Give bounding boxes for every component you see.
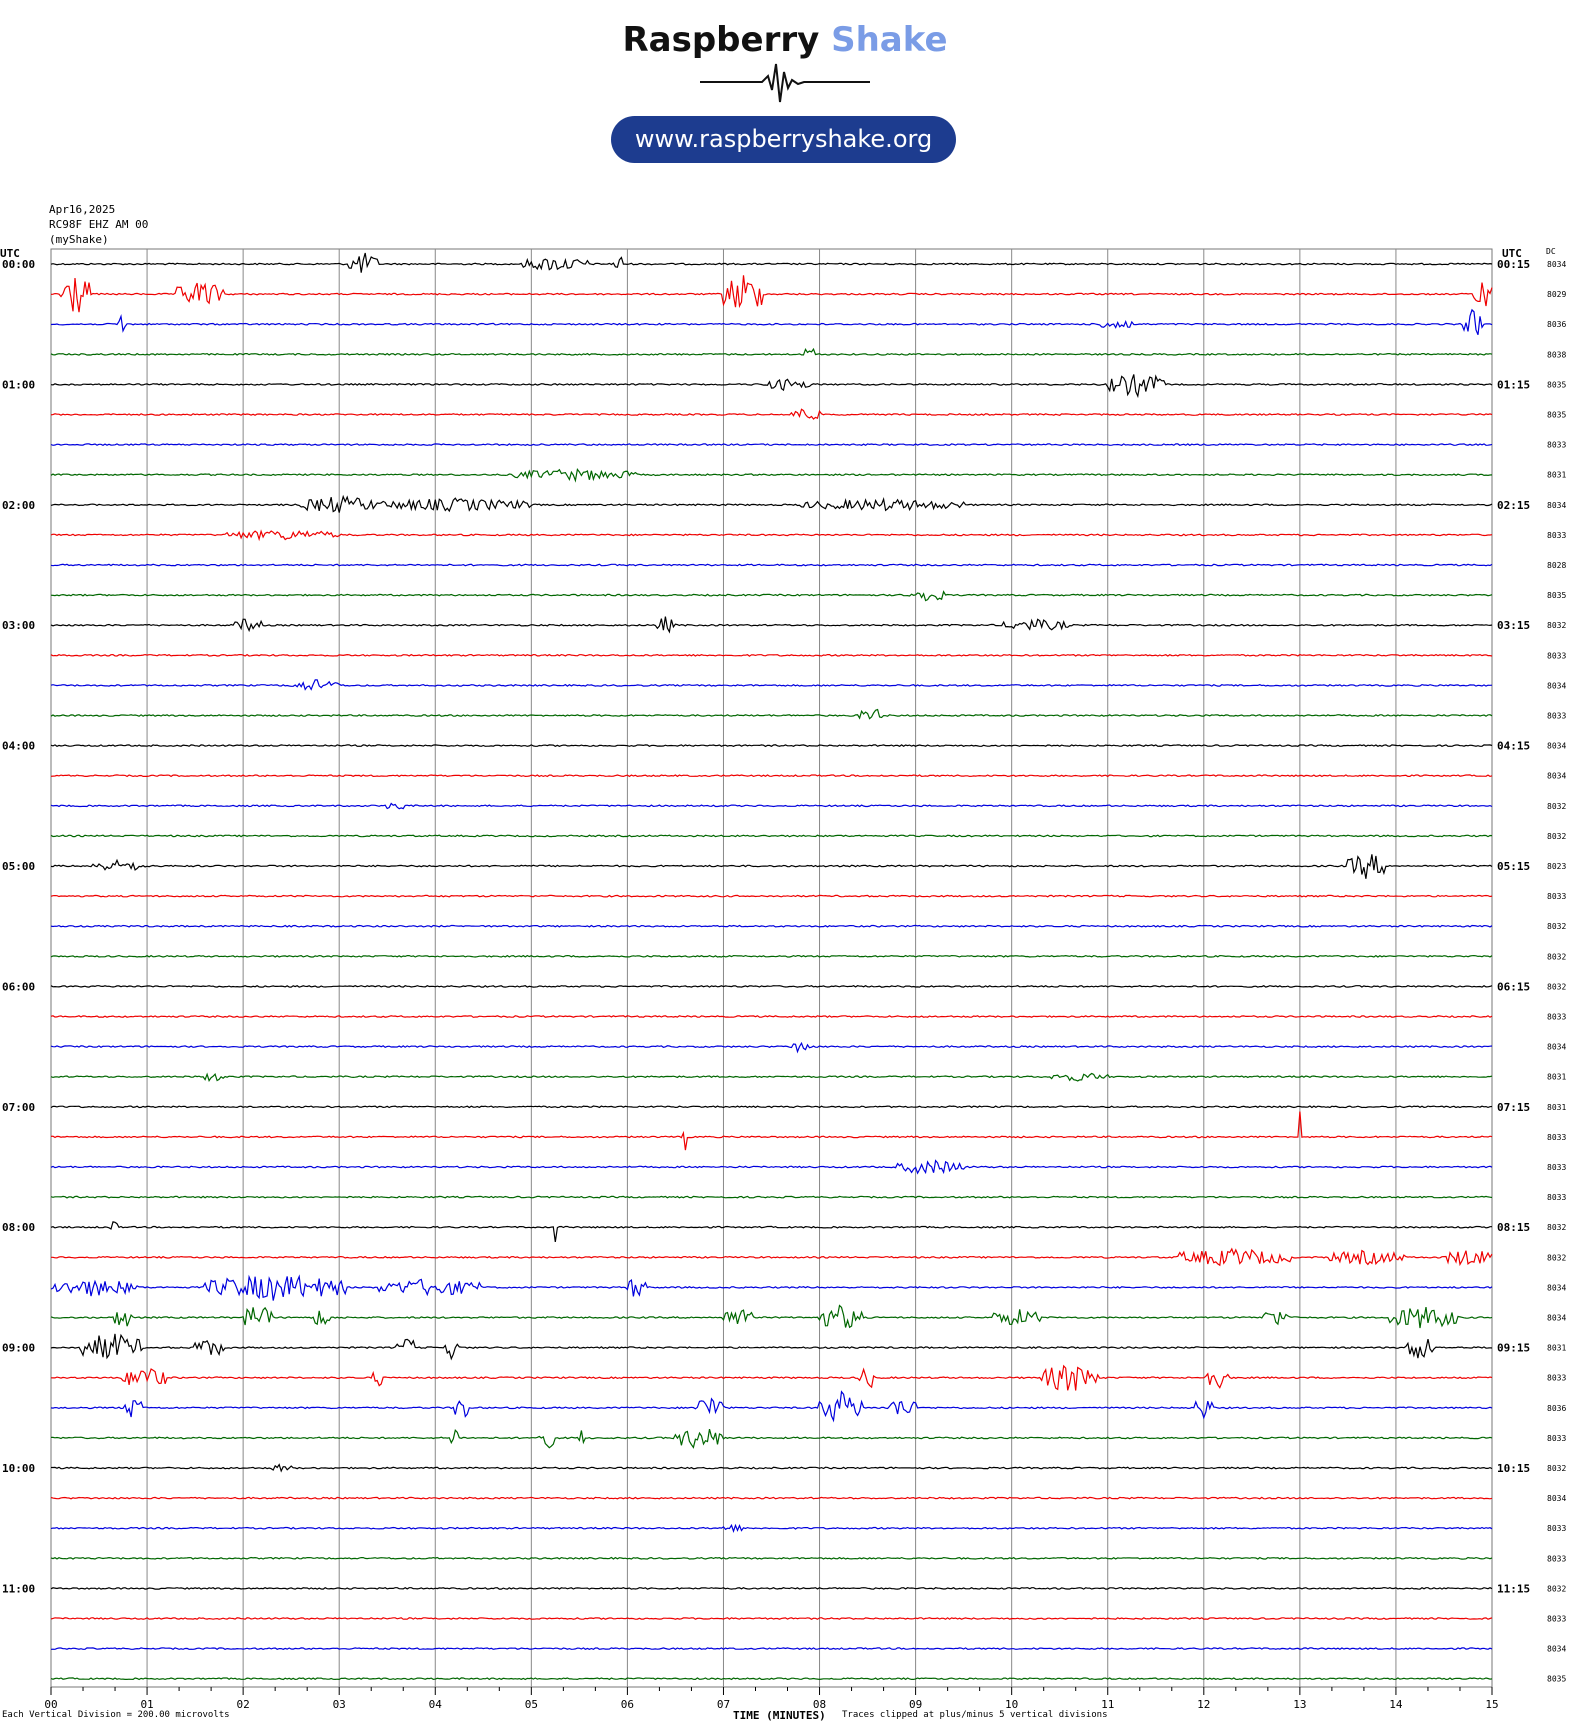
seismic-trace: [51, 1525, 1492, 1531]
dc-offset-value: 8032: [1547, 1253, 1567, 1263]
dc-offset-value: 8034: [1547, 741, 1567, 751]
dc-offset-value: 8023: [1547, 862, 1567, 871]
dc-offset-value: 8036: [1547, 1403, 1567, 1413]
clip-note: Traces clipped at plus/minus 5 vertical divisions: [842, 1710, 1108, 1720]
seismic-trace: [51, 835, 1492, 837]
seismic-trace: [51, 497, 1492, 513]
dc-offset-value: 8035: [1547, 380, 1567, 390]
x-axis-label: TIME (MINUTES): [733, 1709, 826, 1722]
x-tick-label: 14: [1389, 1698, 1403, 1711]
seismic-trace: [51, 1106, 1492, 1108]
dc-offset-value: 8033: [1547, 440, 1567, 450]
row-time-label-left: 07:00: [2, 1100, 36, 1114]
seismic-trace: [51, 775, 1492, 777]
scale-note: Each Vertical Division = 200.00 microvolts: [2, 1710, 230, 1720]
row-time-label-left: 05:00: [2, 860, 36, 873]
x-tick-label: 02: [236, 1698, 250, 1711]
dc-offset-value: 8034: [1547, 771, 1567, 781]
dc-offset-value: 8034: [1547, 1042, 1567, 1052]
row-time-label-left: 02:00: [2, 498, 36, 512]
dc-offset-value: 8033: [1547, 892, 1567, 902]
seismic-trace: [51, 1249, 1492, 1265]
dc-offset-value: 8033: [1547, 1524, 1567, 1534]
dc-offset-value: 8032: [1547, 982, 1567, 992]
x-tick-label: 00: [44, 1698, 58, 1711]
seismic-trace: [51, 592, 1492, 601]
x-tick-label: 06: [620, 1698, 635, 1711]
dc-offset-value: 8031: [1547, 1072, 1567, 1082]
row-time-label-left: 06:00: [2, 980, 36, 994]
seismic-trace: [51, 956, 1492, 958]
row-time-label-left: 03:00: [2, 619, 36, 633]
dc-offset-value: 8038: [1547, 350, 1567, 360]
dc-offset-value: 8033: [1547, 1614, 1567, 1624]
seismic-trace: [51, 745, 1492, 747]
dc-offset-value: 8031: [1547, 1343, 1567, 1353]
row-time-label-left: 01:00: [2, 378, 36, 392]
seismic-trace: [51, 1558, 1492, 1560]
seismic-trace: [51, 1588, 1492, 1590]
seismic-trace: [51, 680, 1492, 690]
seismic-trace: [51, 444, 1492, 446]
dc-offset-value: 8033: [1547, 1554, 1567, 1564]
dc-offset-value: 8032: [1547, 922, 1567, 932]
seismic-trace: [51, 1465, 1492, 1471]
dc-offset-value: 8029: [1547, 290, 1567, 300]
seismic-trace: [51, 1648, 1492, 1650]
seismic-trace: [51, 469, 1492, 480]
seismic-trace: [51, 1618, 1492, 1620]
seismic-trace: [51, 1392, 1492, 1421]
row-time-label-right: 04:15: [1497, 739, 1531, 753]
dc-offset-value: 8032: [1547, 1223, 1567, 1233]
station-channel: RC98F EHZ AM 00: [49, 218, 149, 231]
dc-offset-value: 8028: [1547, 561, 1567, 570]
dc-offset-value: 8035: [1547, 591, 1567, 601]
x-tick-label: 04: [428, 1698, 442, 1711]
row-time-label-left: 08:00: [2, 1221, 36, 1235]
x-tick-label: 09: [908, 1698, 923, 1711]
dc-offset-value: 8033: [1547, 1012, 1567, 1022]
seismic-trace: [51, 925, 1492, 927]
seismic-trace: [51, 1016, 1492, 1018]
seismic-trace: [51, 349, 1492, 355]
seismic-trace: [51, 409, 1492, 419]
dc-offset-value: 8036: [1547, 320, 1567, 330]
row-time-label-right: 06:15: [1497, 980, 1531, 994]
dc-offset-value: 8034: [1547, 1644, 1567, 1654]
x-tick-label: 13: [1293, 1698, 1307, 1711]
dc-offset-value: 8033: [1547, 1373, 1567, 1383]
seismic-trace: [51, 1497, 1492, 1499]
seismic-trace: [51, 895, 1492, 897]
x-tick-label: 05: [524, 1698, 538, 1711]
dc-column-label: DC: [1546, 247, 1556, 256]
seismic-trace: [51, 275, 1492, 312]
dc-offset-value: 8034: [1547, 500, 1567, 510]
seismic-trace: [51, 617, 1492, 632]
dc-offset-value: 8031: [1547, 1102, 1567, 1112]
seismic-trace: [51, 1074, 1492, 1081]
dc-offset-value: 8033: [1547, 1193, 1567, 1203]
dc-offset-value: 8034: [1547, 681, 1567, 691]
dc-offset-value: 8032: [1547, 1584, 1567, 1594]
utc-left-label: UTC: [0, 247, 20, 260]
seismic-trace: [51, 1366, 1492, 1391]
dc-offset-value: 8033: [1547, 1132, 1567, 1142]
seismic-trace: [51, 710, 1492, 719]
dc-offset-value: 8031: [1547, 470, 1567, 480]
utc-right-label: UTC: [1502, 247, 1522, 260]
seismic-trace: [51, 1276, 1492, 1300]
plot-frame: [51, 249, 1492, 1687]
row-time-label-right: 00:15: [1497, 258, 1531, 271]
row-time-label-right: 01:15: [1497, 378, 1531, 392]
seismic-trace: [51, 1161, 1492, 1174]
dc-offset-value: 8032: [1547, 1464, 1567, 1473]
seismic-trace: [51, 1043, 1492, 1051]
x-tick-label: 12: [1197, 1698, 1211, 1711]
row-time-label-right: 08:15: [1497, 1221, 1531, 1235]
row-time-label-right: 10:15: [1497, 1462, 1531, 1475]
seismic-trace: [51, 804, 1492, 809]
seismic-trace: [51, 1222, 1492, 1242]
website-url-badge[interactable]: www.raspberryshake.org: [611, 116, 956, 163]
logo-word-raspberry: Raspberry: [622, 20, 820, 60]
dc-offset-value: 8032: [1547, 831, 1567, 841]
row-time-label-right: 05:15: [1497, 860, 1531, 873]
seismic-trace: [51, 986, 1492, 988]
logo-word-shake: Shake: [831, 20, 948, 60]
seismic-trace: [51, 1306, 1492, 1329]
dc-offset-value: 8032: [1547, 952, 1567, 962]
row-time-label-left: 11:00: [2, 1582, 36, 1596]
dc-offset-value: 8033: [1547, 1163, 1567, 1172]
row-time-label-right: 09:15: [1497, 1341, 1531, 1355]
seismic-trace: [51, 854, 1492, 879]
seismic-trace: [51, 1429, 1492, 1448]
dc-offset-value: 8033: [1547, 1433, 1567, 1443]
seismic-trace: [51, 1196, 1492, 1198]
row-time-label-right: 02:15: [1497, 498, 1531, 512]
dc-offset-value: 8034: [1547, 1313, 1567, 1323]
dc-offset-value: 8033: [1547, 530, 1567, 540]
x-tick-label: 11: [1101, 1698, 1115, 1711]
seismic-trace: [51, 1112, 1492, 1151]
x-tick-label: 01: [140, 1698, 154, 1711]
dc-offset-value: 8034: [1547, 1283, 1567, 1293]
row-time-label-right: 11:15: [1497, 1582, 1531, 1596]
dc-offset-value: 8035: [1547, 1674, 1567, 1684]
seismic-trace: [51, 375, 1492, 397]
row-time-label-left: 00:00: [2, 258, 36, 271]
row-time-label-left: 09:00: [2, 1341, 36, 1355]
x-tick-label: 03: [332, 1698, 346, 1711]
seismic-trace: [51, 531, 1492, 540]
dc-offset-value: 8032: [1547, 801, 1567, 811]
seismic-trace: [51, 253, 1492, 273]
dc-offset-value: 8035: [1547, 410, 1567, 420]
record-date: Apr16,2025: [49, 203, 116, 216]
x-tick-label: 08: [812, 1698, 827, 1711]
dc-offset-value: 8033: [1547, 651, 1567, 661]
dc-offset-value: 8032: [1547, 621, 1567, 631]
seismic-trace: [51, 1334, 1492, 1359]
dc-offset-value: 8034: [1547, 260, 1567, 269]
row-time-label-left: 04:00: [2, 739, 36, 753]
x-tick-label: 10: [1005, 1698, 1019, 1711]
row-time-label-left: 10:00: [2, 1462, 36, 1475]
dc-offset-value: 8034: [1547, 1494, 1567, 1504]
seismic-trace: [51, 1678, 1492, 1680]
x-tick-label: 07: [716, 1698, 731, 1711]
dc-offset-value: 8033: [1547, 711, 1567, 721]
x-tick-label: 15: [1485, 1698, 1499, 1711]
seismic-trace: [51, 655, 1492, 657]
row-time-label-right: 03:15: [1497, 619, 1531, 633]
row-time-label-right: 07:15: [1497, 1100, 1531, 1114]
data-source: (myShake): [49, 233, 109, 246]
seismic-trace: [51, 564, 1492, 566]
seismic-trace: [51, 310, 1492, 335]
